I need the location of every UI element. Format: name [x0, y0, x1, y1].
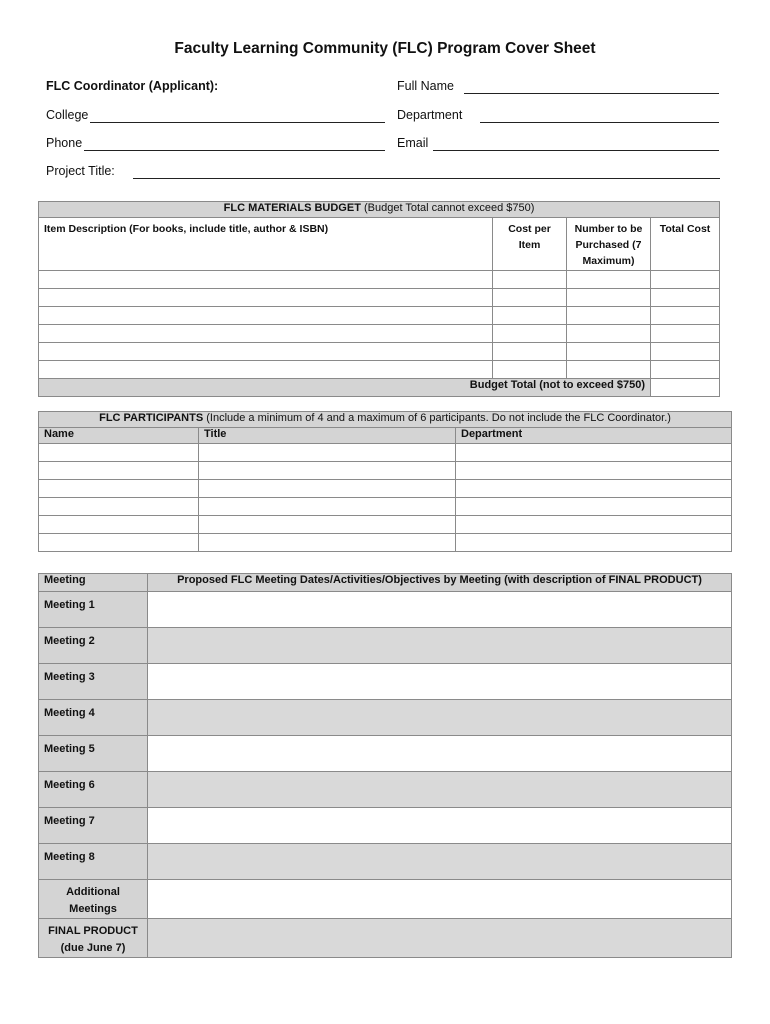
budget-cell[interactable]	[567, 325, 651, 343]
participant-cell[interactable]	[199, 534, 456, 552]
participants-table	[38, 411, 732, 552]
participant-cell[interactable]	[456, 480, 732, 498]
participant-row	[39, 498, 732, 516]
budget-header-row	[39, 218, 720, 271]
budget-row	[39, 325, 720, 343]
participant-cell[interactable]	[39, 516, 199, 534]
participant-cell[interactable]	[199, 480, 456, 498]
col-cost-per-item: Cost per Item	[493, 218, 567, 271]
meeting-label: Meeting 8	[39, 844, 148, 880]
meeting-label: Additional Meetings	[39, 880, 148, 919]
participant-row	[39, 516, 732, 534]
meeting-row	[39, 664, 732, 700]
budget-cell[interactable]	[651, 325, 720, 343]
participant-row	[39, 462, 732, 480]
budget-cell[interactable]	[567, 289, 651, 307]
college-label: College	[46, 108, 89, 122]
budget-cell[interactable]	[567, 271, 651, 289]
budget-caption-bold: FLC MATERIALS BUDGET	[223, 202, 361, 214]
meetings-header-row	[39, 574, 732, 592]
department-field[interactable]	[480, 122, 719, 123]
meeting-row	[39, 808, 732, 844]
budget-cell[interactable]	[567, 361, 651, 379]
budget-caption-row	[39, 202, 720, 218]
meeting-label: Meeting 6	[39, 772, 148, 808]
budget-cell[interactable]	[651, 361, 720, 379]
participant-cell[interactable]	[456, 444, 732, 462]
meeting-row	[39, 844, 732, 880]
participant-cell[interactable]	[199, 516, 456, 534]
budget-total-row	[39, 379, 720, 397]
email-field[interactable]	[433, 150, 719, 151]
col-department: Department	[456, 428, 732, 444]
college-field[interactable]	[90, 122, 385, 123]
budget-cell[interactable]	[39, 325, 493, 343]
col-total-cost: Total Cost	[651, 218, 720, 271]
meeting-label: Meeting 1	[39, 592, 148, 628]
budget-cell[interactable]	[651, 307, 720, 325]
participant-cell[interactable]	[199, 498, 456, 516]
participant-row	[39, 534, 732, 552]
budget-cell[interactable]	[493, 343, 567, 361]
budget-caption-note: (Budget Total cannot exceed $750)	[360, 202, 535, 214]
meeting-details[interactable]	[148, 628, 732, 664]
meeting-row	[39, 700, 732, 736]
participant-cell[interactable]	[199, 462, 456, 480]
participant-row	[39, 480, 732, 498]
project-title-label: Project Title:	[46, 164, 115, 178]
meeting-row	[39, 736, 732, 772]
document-title: Faculty Learning Community (FLC) Program Cover Sheet	[174, 40, 596, 57]
meeting-details[interactable]	[148, 736, 732, 772]
participants-caption	[39, 412, 732, 428]
meeting-label: Meeting 5	[39, 736, 148, 772]
final-product-label: FINAL PRODUCT (due June 7)	[39, 919, 148, 958]
col-number-purchased: Number to be Purchased (7 Maximum)	[567, 218, 651, 271]
col-title: Title	[199, 428, 456, 444]
participant-cell[interactable]	[199, 444, 456, 462]
participant-row	[39, 444, 732, 462]
participants-header-row	[39, 428, 732, 444]
meeting-label: Meeting 3	[39, 664, 148, 700]
budget-total-value[interactable]	[651, 379, 720, 397]
col-name: Name	[39, 428, 199, 444]
meeting-details[interactable]	[148, 664, 732, 700]
budget-cell[interactable]	[493, 271, 567, 289]
final-product-details[interactable]	[148, 919, 732, 958]
budget-row	[39, 307, 720, 325]
meeting-label: Meeting 2	[39, 628, 148, 664]
participant-cell[interactable]	[456, 498, 732, 516]
budget-cell[interactable]	[651, 343, 720, 361]
budget-cell[interactable]	[493, 289, 567, 307]
budget-cell[interactable]	[39, 289, 493, 307]
meeting-details[interactable]	[148, 700, 732, 736]
budget-cell[interactable]	[651, 271, 720, 289]
budget-cell[interactable]	[651, 289, 720, 307]
meeting-row	[39, 880, 732, 919]
materials-budget-table	[38, 201, 720, 397]
budget-caption	[39, 202, 720, 218]
participant-cell[interactable]	[39, 444, 199, 462]
participant-cell[interactable]	[456, 462, 732, 480]
budget-cell[interactable]	[39, 307, 493, 325]
meeting-details[interactable]	[148, 772, 732, 808]
meeting-details[interactable]	[148, 880, 732, 919]
participant-cell[interactable]	[39, 462, 199, 480]
budget-cell[interactable]	[39, 361, 493, 379]
participant-cell[interactable]	[456, 534, 732, 552]
meetings-table	[38, 573, 732, 958]
meeting-label: Meeting 4	[39, 700, 148, 736]
meeting-label: Meeting 7	[39, 808, 148, 844]
participant-cell[interactable]	[39, 480, 199, 498]
meeting-row	[39, 772, 732, 808]
participant-cell[interactable]	[39, 498, 199, 516]
coordinator-heading: FLC Coordinator (Applicant):	[46, 79, 219, 93]
budget-cell[interactable]	[493, 325, 567, 343]
budget-row	[39, 343, 720, 361]
col-meeting: Meeting	[39, 574, 148, 592]
email-label: Email	[397, 136, 429, 150]
participants-caption-note: (Include a minimum of 4 and a maximum of 6 participants. Do not include the FLC Coordinator.)	[203, 412, 671, 424]
budget-row	[39, 361, 720, 379]
phone-label: Phone	[46, 136, 83, 150]
budget-cell[interactable]	[39, 343, 493, 361]
budget-row	[39, 289, 720, 307]
budget-cell[interactable]	[567, 343, 651, 361]
budget-row	[39, 271, 720, 289]
meeting-details[interactable]	[148, 844, 732, 880]
project-title-field[interactable]	[133, 178, 720, 179]
meeting-row	[39, 628, 732, 664]
participants-caption-row	[39, 412, 732, 428]
col-item-description: Item Description (For books, include title, author & ISBN)	[39, 218, 493, 271]
meeting-details[interactable]	[148, 808, 732, 844]
meeting-row	[39, 592, 732, 628]
meeting-details[interactable]	[148, 592, 732, 628]
participant-cell[interactable]	[456, 516, 732, 534]
phone-field[interactable]	[84, 150, 385, 151]
participants-caption-bold: FLC PARTICIPANTS	[99, 412, 204, 424]
budget-total-label: Budget Total (not to exceed $750)	[39, 379, 651, 397]
full-name-field[interactable]	[464, 93, 719, 94]
budget-cell[interactable]	[493, 307, 567, 325]
budget-cell[interactable]	[567, 307, 651, 325]
full-name-label: Full Name	[397, 79, 454, 93]
col-proposed-activities: Proposed FLC Meeting Dates/Activities/Objectives by Meeting (with description of FINAL PRODUCT)	[148, 574, 732, 592]
final-product-row	[39, 919, 732, 958]
budget-cell[interactable]	[493, 361, 567, 379]
department-label: Department	[397, 108, 463, 122]
participant-cell[interactable]	[39, 534, 199, 552]
budget-cell[interactable]	[39, 271, 493, 289]
